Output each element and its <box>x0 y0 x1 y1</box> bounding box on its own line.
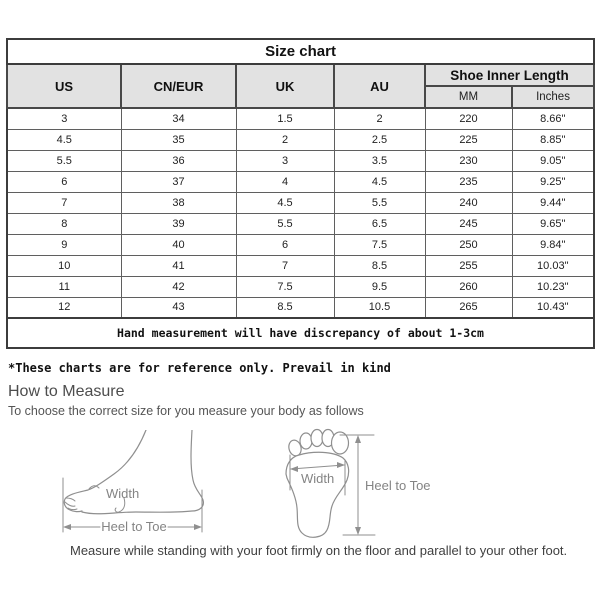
size-cell: 4 <box>236 171 334 192</box>
size-cell: 5.5 <box>236 213 334 234</box>
size-cell: 8.5 <box>334 255 425 276</box>
col-header-us: US <box>7 64 121 108</box>
size-cell: 39 <box>121 213 236 234</box>
size-cell: 43 <box>121 297 236 318</box>
size-cell: 235 <box>425 171 512 192</box>
size-cell: 37 <box>121 171 236 192</box>
size-cell: 35 <box>121 129 236 150</box>
size-cell: 8.5 <box>236 297 334 318</box>
size-cell: 42 <box>121 276 236 297</box>
size-cell: 7 <box>7 192 121 213</box>
col-header-cn-eur: CN/EUR <box>121 64 236 108</box>
size-cell: 260 <box>425 276 512 297</box>
how-to-measure-heading: How to Measure <box>8 383 125 400</box>
size-cell: 245 <box>425 213 512 234</box>
arrow-left-icon <box>63 524 71 530</box>
size-row <box>7 171 594 192</box>
table-header-row <box>7 64 594 86</box>
footprint-width-label: Width <box>301 471 335 486</box>
table-title-row <box>7 39 594 64</box>
col-header-au: AU <box>334 64 425 108</box>
size-row <box>7 255 594 276</box>
arrow-down-icon <box>355 527 361 535</box>
col-header-mm: MM <box>425 86 512 108</box>
size-cell: 8.66" <box>512 108 594 129</box>
size-row <box>7 297 594 318</box>
size-chart-table <box>6 38 595 349</box>
size-cell: 6 <box>7 171 121 192</box>
footprint-top-view-diagram <box>283 428 448 543</box>
size-row <box>7 192 594 213</box>
size-cell: 220 <box>425 108 512 129</box>
size-cell: 9.44" <box>512 192 594 213</box>
how-to-measure-subheading: To choose the correct size for you measure your body as follows <box>8 404 364 418</box>
size-cell: 8 <box>7 213 121 234</box>
size-cell: 265 <box>425 297 512 318</box>
size-cell: 9.5 <box>334 276 425 297</box>
size-cell: 5.5 <box>7 150 121 171</box>
reference-note: *These charts are for reference only. Prevail in kind <box>8 361 391 375</box>
size-cell: 7.5 <box>236 276 334 297</box>
size-cell: 6.5 <box>334 213 425 234</box>
size-cell: 2.5 <box>334 129 425 150</box>
foot-side-view-diagram <box>58 430 208 535</box>
size-cell: 40 <box>121 234 236 255</box>
col-header-shoe-inner-length: Shoe Inner Length <box>425 64 594 86</box>
size-cell: 11 <box>7 276 121 297</box>
size-cell: 2 <box>236 129 334 150</box>
measurement-discrepancy-note: Hand measurement will have discrepancy of about 1-3cm <box>7 318 594 348</box>
size-cell: 3.5 <box>334 150 425 171</box>
size-cell: 4.5 <box>236 192 334 213</box>
col-header-uk: UK <box>236 64 334 108</box>
size-cell: 1.5 <box>236 108 334 129</box>
size-cell: 10.43" <box>512 297 594 318</box>
table-title: Size chart <box>7 39 594 64</box>
size-cell: 3 <box>7 108 121 129</box>
side-heel-to-toe-label: Heel to Toe <box>101 519 167 534</box>
arrow-right-icon <box>194 524 202 530</box>
size-row <box>7 150 594 171</box>
size-cell: 9.05" <box>512 150 594 171</box>
size-cell: 2 <box>334 108 425 129</box>
size-cell: 3 <box>236 150 334 171</box>
size-row <box>7 234 594 255</box>
size-cell: 8.85" <box>512 129 594 150</box>
size-cell: 225 <box>425 129 512 150</box>
size-cell: 9.84" <box>512 234 594 255</box>
size-row <box>7 213 594 234</box>
side-width-label: Width <box>106 486 140 501</box>
arrow-up-icon <box>355 435 361 443</box>
size-cell: 9.65" <box>512 213 594 234</box>
size-cell: 7 <box>236 255 334 276</box>
size-cell: 41 <box>121 255 236 276</box>
size-cell: 36 <box>121 150 236 171</box>
size-cell: 4.5 <box>7 129 121 150</box>
size-cell: 12 <box>7 297 121 318</box>
size-cell: 240 <box>425 192 512 213</box>
size-row <box>7 129 594 150</box>
measuring-instruction: Measure while standing with your foot firmly on the floor and parallel to your other foot. <box>70 543 568 558</box>
size-cell: 38 <box>121 192 236 213</box>
size-cell: 4.5 <box>334 171 425 192</box>
size-cell: 10 <box>7 255 121 276</box>
size-cell: 230 <box>425 150 512 171</box>
size-row <box>7 108 594 129</box>
footprint-heel-to-toe-label: Heel to Toe <box>365 478 431 493</box>
size-cell: 250 <box>425 234 512 255</box>
size-cell: 9.25" <box>512 171 594 192</box>
col-header-inches: Inches <box>512 86 594 108</box>
size-cell: 5.5 <box>334 192 425 213</box>
size-cell: 10.5 <box>334 297 425 318</box>
size-cell: 10.23" <box>512 276 594 297</box>
size-cell: 7.5 <box>334 234 425 255</box>
table-footer-row <box>7 318 594 348</box>
size-cell: 6 <box>236 234 334 255</box>
size-cell: 255 <box>425 255 512 276</box>
size-row <box>7 276 594 297</box>
size-cell: 34 <box>121 108 236 129</box>
size-cell: 9 <box>7 234 121 255</box>
size-cell: 10.03" <box>512 255 594 276</box>
